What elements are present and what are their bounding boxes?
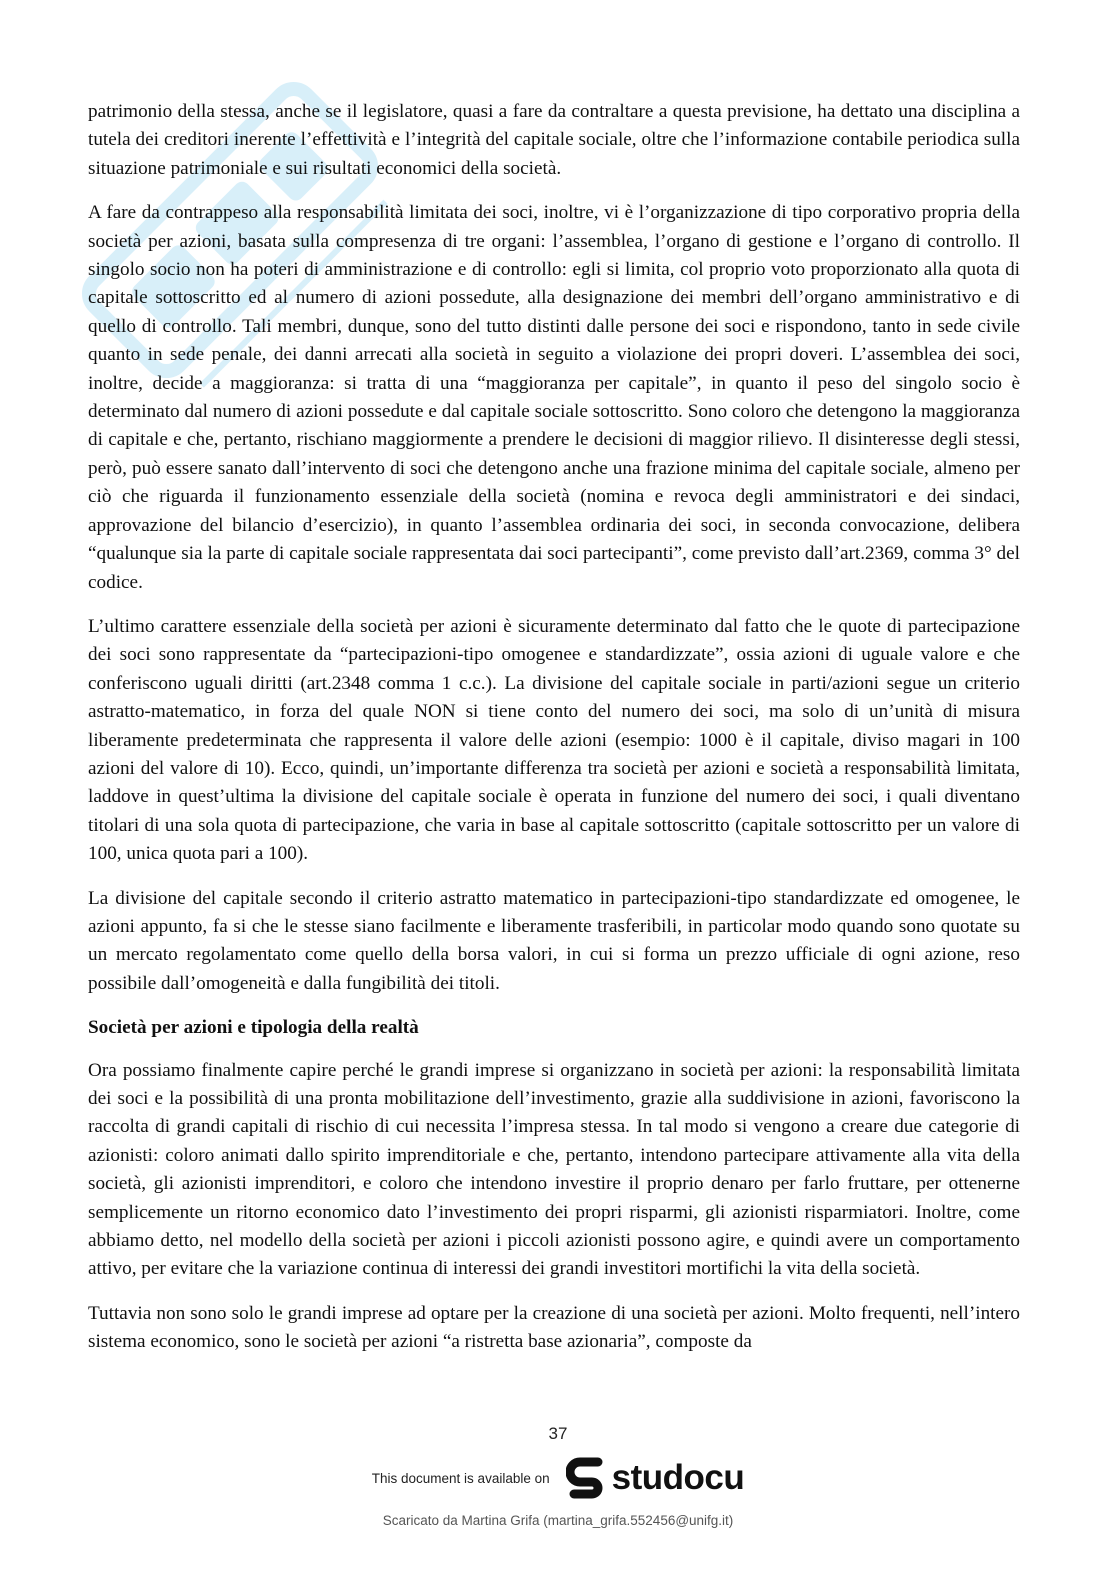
paragraph-6: Tuttavia non sono solo le grandi imprese ad optare per la creazione di una società per azioni. Molto frequenti, nell’intero sistema economico, sono le società per azioni “a ristretta base azionaria”, composte da [88, 1302, 1020, 1353]
page-number: 37 [548, 1424, 568, 1443]
download-attribution: Scaricato da Martina Grifa (martina_grifa.552456@unifg.it) [382, 1513, 734, 1528]
paragraph-2: A fare da contrappeso alla responsabilità limitata dei soci, inoltre, vi è l’organizzazione di tipo corporativo propria della società per azioni, basata sulla compresenza di tre organi: l’assemblea, l’organo di gestione e l’organo di controllo. Il singolo socio non ha poteri di amministrazione e di controllo: egli si limita, col proprio voto proporzionato alla quota di capitale sottoscritto ed al numero di azioni possedute, alla designazione dei membri dell’organo amministrativo e di quello di controllo. Tali membri, dunque, sono del tutto distinti dalle persone dei soci e rispondono, tanto in sede civile quanto in sede penale, dei danni arrecati alla società in seguito a violazione dei propri doveri. L’assemblea dei soci, inoltre, decide a maggioranza: si tratta di una “maggioranza per capitale”, in quanto il peso del singolo socio è determinato dal numero di azioni possedute e dal capitale sociale sottoscritto. Sono coloro che detengono la maggioranza di capitale e che, pertanto, rischiano maggiormente a prendere le decisioni di maggior rilievo. Il disinteresse degli stessi, però, può essere sanato dall’intervento di soci che detengono anche una frazione minima del capitale sociale, almeno per ciò che riguarda il funzionamento essenziale della società (nomina e revoca degli amministratori e dei sindaci, approvazione del bilancio d’esercizio), in quanto l’assemblea ordinaria dei soci, in seconda convocazione, delibera “qualunque sia la parte di capitale sociale rappresentata dai soci partecipanti”, come previsto dall’art.2369, comma 3° del codice. [88, 202, 1020, 593]
studocu-footer[interactable] [0, 1456, 1116, 1500]
studocu-brand-link[interactable] [566, 1456, 745, 1500]
paragraph-3: L’ultimo carattere essenziale della società per azioni è sicuramente determinato dal fatto che le quote di partecipazione dei soci sono rappresentate da “partecipazioni-tipo omogenee e standardizzate”, ossia azioni di uguale valore e che conferiscono uguali diritti (art.2348 comma 1 c.c.). La divisione del capitale sociale in parti/azioni segue un criterio astratto-matematico, in forza del quale NON si tiene conto del numero dei soci, ma solo di un’unità di misura liberamente predeterminata che rappresenta il valore delle azioni (esempio: 1000 è il capitale, diviso magari in 100 azioni del valore di 10). Ecco, quindi, un’importante differenza tra società per azioni e società a responsabilità limitata, laddove in quest’ultima la divisione del capitale sociale è operata in funzione del numero dei soci, i quali diventano titolari di una sola quota di partecipazione, che varia in base al capitale sottoscritto (capitale sottoscritto per un valore di 100, unica quota pari a 100). [88, 615, 1020, 865]
section-heading: Società per azioni e tipologia della realtà [88, 1017, 419, 1039]
studocu-brand-name: studocu [611, 1458, 745, 1497]
paragraph-5: Ora possiamo finalmente capire perché le grandi imprese si organizzano in società per azioni: la responsabilità limitata dei soci e la possibilità di una pronta mobilitazione dell’investimento, grazie alla suddivisione in azioni, favoriscono la raccolta di grandi capitali di rischio di cui necessita l’impresa stessa. In tal modo si vengono a creare due categorie di azionisti: coloro animati dallo spirito imprenditoriale e che, pertanto, intendono partecipare attivamente alla vita della società, gli azionisti imprenditori, e coloro che intendono investire il proprio denaro per farlo fruttare, per ottenerne semplicemente un ritorno economico dato l’investimento dei propri risparmi, gli azionisti risparmiatori. Inoltre, come abbiamo detto, nel modello della società per azioni i piccoli azionisti possono agire, e quindi avere un comportamento attivo, per evitare che la variazione continua di interessi dei grandi investitori mortifichi la vita della società. [88, 1059, 1020, 1280]
studocu-logo-icon [566, 1456, 606, 1500]
paragraph-4: La divisione del capitale secondo il criterio astratto matematico in partecipazioni-tipo standardizzate ed omogenee, le azioni appunto, fa si che le stesse siano facilmente e liberamente trasferibili, in particolar modo quando sono quotate su un mercato regolamentato come quello della borsa valori, in cui si forma un prezzo ufficiale di ogni azione, reso possibile dall’omogeneità e dalla fungibilità dei titoli. [88, 887, 1020, 994]
document-body [88, 98, 1020, 1373]
paragraph-1: patrimonio della stessa, anche se il legislatore, quasi a fare da contraltare a questa previsione, ha dettato una disciplina a tutela dei creditori inerente l’effettività e l’integrità del capitale sociale, oltre che l’informazione contabile periodica sulla situazione patrimoniale e sui risultati economici della società. [88, 101, 1020, 179]
available-on-text: This document is available on [371, 1470, 550, 1486]
